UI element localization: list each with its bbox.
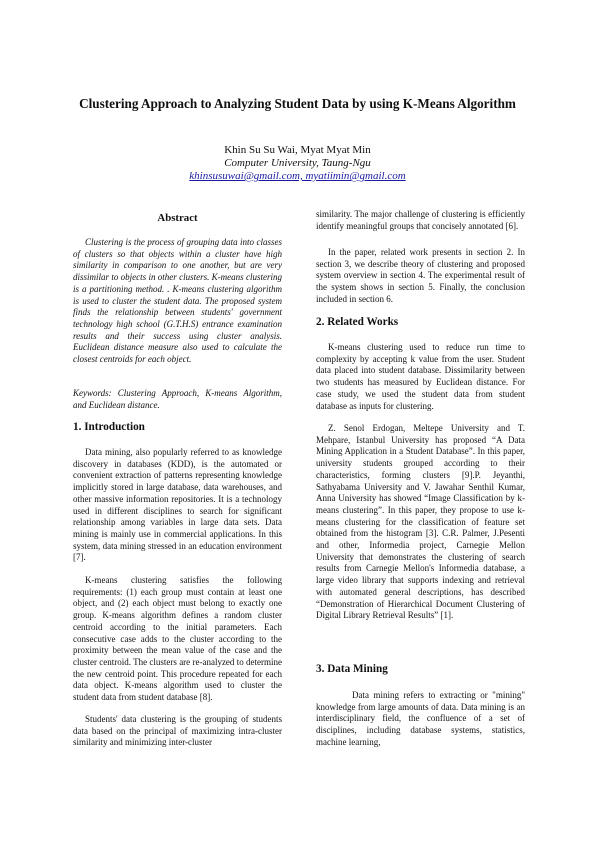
author-names: Khin Su Su Wai, Myat Myat Min — [224, 144, 371, 156]
author-affiliation: Computer University, Taung-Ngu — [224, 157, 371, 169]
abstract-text: Clustering is the process of grouping data into classes of clusters so that objects within a cluster have high similarity in comparison to one another, but are very dissimilar to objects in other clusters. K-means clustering is a partitioning method. . K-means clustering algorithm is used to cluster the student data. The proposed system finds the relationship between students' government technology high school (G.T.H.S) entrance examination results and their success using cluster analysis. Euclidean distance measure also used to calculate the closest centroids for each object. — [73, 237, 282, 365]
intro-paragraph-3-continued: similarity. The major challenge of clustering is efficiently identify meaningful groups that concisely annotated [6]. — [316, 209, 525, 231]
related-paragraph-1: K-means clustering used to reduce run time to complexity by accepting k value from the user. Student data placed into student database. Dissimilarity between two students has measured by Euclidean distance. For case study, we used the student data from student database as inputs for clustering. — [316, 342, 525, 411]
intro-paragraph-4: In the paper, related work presents in section 2. In section 3, we describe theory of clustering and proposed system overview in section 4. The experimental result of the system shows in section 5. Finally, the conclusion included in section 6. — [316, 247, 525, 304]
intro-paragraph-3: Students' data clustering is the grouping of students data based on the principal of maximizing intra-cluster similarity and minimizing inter-cluster — [73, 714, 282, 748]
section-heading-introduction: 1. Introduction — [73, 421, 145, 433]
section-heading-related-works: 2. Related Works — [316, 316, 399, 328]
intro-paragraph-1: Data mining, also popularly referred to as knowledge discovery in databases (KDD), is the automated or convenient extraction of patterns representing knowledge implicitly stored in large database, data warehouses, and other massive information repositories. It is a technology used in different disciplines to search for significant relationship among variables in large data sets. Data mining is mainly use in commercial applications. In this system, data mining stressed in an education environment [7]. — [73, 447, 282, 563]
email-link[interactable]: khinsusuwai@gmail.com, myatiimin@gmail.com — [189, 170, 406, 182]
paper-title: Clustering Approach to Analyzing Student Data by using K-Means Algorithm — [79, 96, 516, 111]
abstract-heading: Abstract — [157, 212, 198, 224]
keywords: Keywords: Clustering Approach, K-means Algorithm, and Euclidean distance. — [73, 388, 282, 410]
author-emails — [0, 170, 595, 183]
intro-paragraph-2: K-means clustering satisfies the following requirements: (1) each group must contain at least one object, and (2) each object must belong to exactly one group. K-means algorithm defines a random cluster centroid according to the initial parameters. Each consecutive case adds to the cluster according to the proximity between the mean value of the case and the cluster centroid. The clusters are re-analyzed to determine the new centroid point. This procedure repeated for each data object. K-means algorithm used to cluster the student data from student database [8]. — [73, 575, 282, 703]
mining-paragraph-1: Data mining refers to extracting or "mining" knowledge from large amounts of data. Data mining is an interdisciplinary field, the confluence of a set of disciplines, including database systems, statistics, machine learning, — [316, 690, 525, 747]
related-paragraph-2: Z. Senol Erdogan, Meltepe University and T. Mehpare, Istanbul University has proposed “A Data Mining Application in a Student Database”. In this paper, university students grouped according to their characteristics, forming clusters [9].P. Jeyanthi, Sathyabama University and V. Jawahar Senthil Kumar, Anna University has showed “Image Classification by k-means clustering”. In this paper, they propose to use k-means clustering for the classification of feature set obtained from the histogram [3]. C.R. Palmer, J.Pesenti and other, Informedia project, Carnegie Mellon University that demonstrates the clustering of search results from Carnegie Mellon's Informedia database, a large video library that supports indexing and retrieval with automated general descriptions, has described “Demonstration of Hierarchical Document Clustering of Digital Library Retrieval Results” [1]. — [316, 423, 525, 621]
section-heading-data-mining: 3. Data Mining — [316, 663, 388, 675]
